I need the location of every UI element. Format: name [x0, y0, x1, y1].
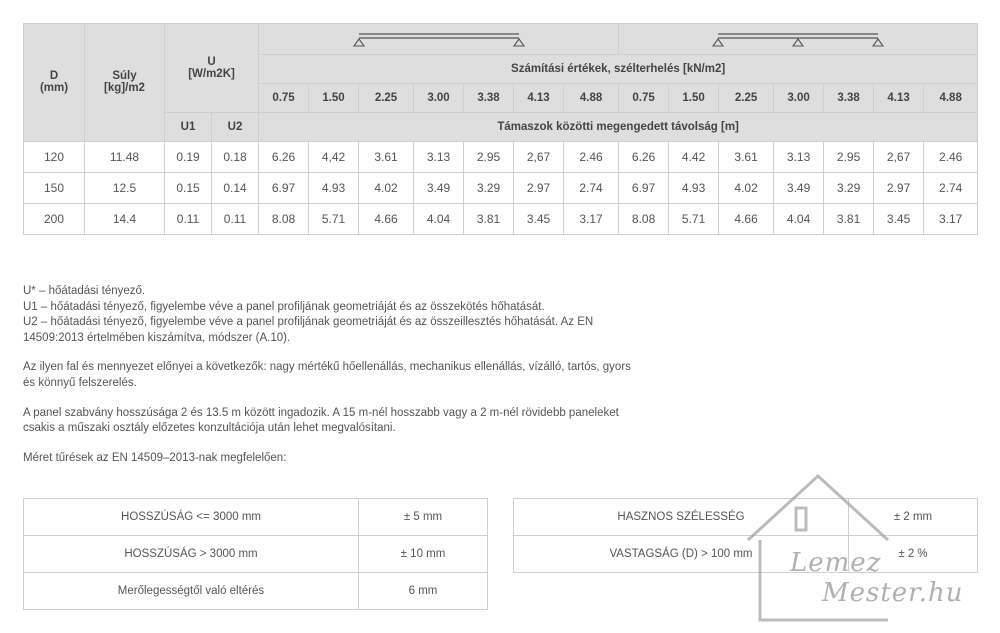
load-value: 1.50	[309, 84, 359, 113]
cell-u1: 0.19	[165, 141, 212, 172]
load-value: 0.75	[259, 84, 309, 113]
cell-span-value: 2.95	[464, 141, 514, 172]
cell-span-value: 3.13	[414, 141, 464, 172]
load-value: 4.13	[514, 84, 564, 113]
note-advantages: Az ilyen fal és mennyezet előnyei a következők: nagy mértékű hőellenállás, mechanikus ellenállás, vízálló, tartós, gyors	[23, 361, 631, 374]
cell-span-value: 4.02	[719, 172, 774, 203]
tolerance-label: HOSSZÚSÁG > 3000 mm	[24, 536, 359, 573]
tolerance-value: ± 2 mm	[849, 499, 978, 536]
tolerance-label: Merőlegességtől való eltérés	[24, 573, 359, 610]
header-u: U [W/m2K]	[165, 24, 259, 113]
cell-span-value: 4.04	[774, 203, 824, 234]
notes-section	[23, 284, 743, 466]
cell-span-value: 2.74	[564, 172, 619, 203]
cell-span-value: 5.71	[669, 203, 719, 234]
cell-u2: 0.14	[212, 172, 259, 203]
load-value: 0.75	[619, 84, 669, 113]
cell-span-value: 3.29	[824, 172, 874, 203]
tolerance-value: ± 5 mm	[359, 499, 488, 536]
cell-d: 200	[24, 203, 85, 234]
table-row	[24, 203, 978, 234]
cell-span-value: 4.02	[359, 172, 414, 203]
cell-span-value: 3.81	[464, 203, 514, 234]
panel-technical-table	[23, 23, 978, 235]
header-u2: U2	[212, 113, 259, 141]
cell-span-value: 8.08	[619, 203, 669, 234]
cell-span-value: 3.29	[464, 172, 514, 203]
cell-span-value: 4.93	[309, 172, 359, 203]
load-value: 1.50	[669, 84, 719, 113]
continuous-beam-icon-cell	[619, 24, 978, 55]
continuous-beam-icon	[708, 29, 888, 49]
cell-span-value: 2.74	[924, 172, 978, 203]
cell-span-value: 3.13	[774, 141, 824, 172]
cell-span-value: 2.95	[824, 141, 874, 172]
cell-span-value: 3.61	[359, 141, 414, 172]
calc-values-header: Számítási értékek, szélterhelés [kN/m2]	[259, 55, 978, 84]
cell-span-value: 2.46	[924, 141, 978, 172]
note-length-cont: csakis a műszaki osztály előzetes konzultációja után lehet megvalósítani.	[23, 422, 396, 435]
simple-beam-icon-cell	[259, 24, 619, 55]
table-row	[24, 141, 978, 172]
tolerance-value: 6 mm	[359, 573, 488, 610]
note-u-star: U* – hőátadási tényező.	[23, 285, 146, 297]
cell-span-value: 6.97	[619, 172, 669, 203]
cell-span-value: 2,67	[514, 141, 564, 172]
table-row	[24, 499, 488, 536]
cell-span-value: 6.26	[259, 141, 309, 172]
cell-span-value: 4.42	[669, 141, 719, 172]
header-u1: U1	[165, 113, 212, 141]
cell-u2: 0.18	[212, 141, 259, 172]
load-value: 4.88	[564, 84, 619, 113]
note-length: A panel szabvány hosszúsága 2 és 13.5 m között ingadozik. A 15 m-nél hosszabb vagy a 2 m-nél rövidebb paneleket	[23, 406, 619, 419]
table-row	[24, 172, 978, 203]
table-row	[24, 573, 488, 610]
table-row	[24, 536, 488, 573]
load-value: 3.38	[464, 84, 514, 113]
note-u2: U2 – hőátadási tényező, figyelembe véve a panel profiljának geometriáját és az összeillesztés hőhatását. Az EN	[23, 316, 594, 329]
cell-u1: 0.15	[165, 172, 212, 203]
cell-span-value: 3.49	[414, 172, 464, 203]
tolerance-value: ± 2 %	[849, 536, 978, 573]
load-value: 4.88	[924, 84, 978, 113]
cell-weight: 11.48	[85, 141, 165, 172]
cell-span-value: 6.97	[259, 172, 309, 203]
cell-span-value: 3.45	[874, 203, 924, 234]
tolerance-label: HASZNOS SZÉLESSÉG	[514, 499, 849, 536]
simple-beam-icon	[349, 29, 529, 49]
cell-span-value: 4.04	[414, 203, 464, 234]
cell-span-value: 5.71	[309, 203, 359, 234]
cell-weight: 12.5	[85, 172, 165, 203]
load-value: 2.25	[719, 84, 774, 113]
note-tolerance-intro: Méret tűrések az EN 14509–2013-nak megfelelően:	[23, 451, 287, 464]
tolerance-label: VASTAGSÁG (D) > 100 mm	[514, 536, 849, 573]
load-value: 3.38	[824, 84, 874, 113]
cell-weight: 14.4	[85, 203, 165, 234]
cell-span-value: 3.45	[514, 203, 564, 234]
cell-span-value: 4.93	[669, 172, 719, 203]
note-advantages-cont: és könnyű felszerelés.	[23, 376, 137, 389]
cell-span-value: 2,67	[874, 141, 924, 172]
watermark-text-1: Lemez	[790, 548, 882, 578]
tolerance-table-left	[23, 498, 488, 610]
cell-span-value: 3.49	[774, 172, 824, 203]
cell-span-value: 4.66	[719, 203, 774, 234]
load-value: 3.00	[774, 84, 824, 113]
watermark-logo	[738, 470, 998, 630]
cell-d: 120	[24, 141, 85, 172]
note-u2-cont: 14509:2013 értelmében kiszámítva, módszer (A.10).	[23, 331, 291, 344]
cell-span-value: 3.17	[564, 203, 619, 234]
cell-span-value: 3.81	[824, 203, 874, 234]
cell-span-value: 3.17	[924, 203, 978, 234]
cell-u2: 0.11	[212, 203, 259, 234]
load-value: 3.00	[414, 84, 464, 113]
header-d: D (mm)	[24, 24, 85, 142]
load-value: 2.25	[359, 84, 414, 113]
cell-span-value: 3.61	[719, 141, 774, 172]
cell-span-value: 2.97	[874, 172, 924, 203]
cell-span-value: 8.08	[259, 203, 309, 234]
note-u1: U1 – hőátadási tényező, figyelembe véve a panel profiljának geometriáját és az összekötés hőhatását.	[23, 300, 545, 313]
span-distance-header: Támaszok közötti megengedett távolság [m]	[259, 113, 978, 141]
tolerance-value: ± 10 mm	[359, 536, 488, 573]
cell-span-value: 6.26	[619, 141, 669, 172]
watermark-text-2: Mester.hu	[822, 578, 964, 608]
cell-span-value: 4.66	[359, 203, 414, 234]
cell-d: 150	[24, 172, 85, 203]
load-value: 4.13	[874, 84, 924, 113]
header-weight: Súly [kg]/m2	[85, 24, 165, 142]
tolerance-label: HOSSZÚSÁG <= 3000 mm	[24, 499, 359, 536]
cell-u1: 0.11	[165, 203, 212, 234]
cell-span-value: 4,42	[309, 141, 359, 172]
cell-span-value: 2.46	[564, 141, 619, 172]
cell-span-value: 2.97	[514, 172, 564, 203]
